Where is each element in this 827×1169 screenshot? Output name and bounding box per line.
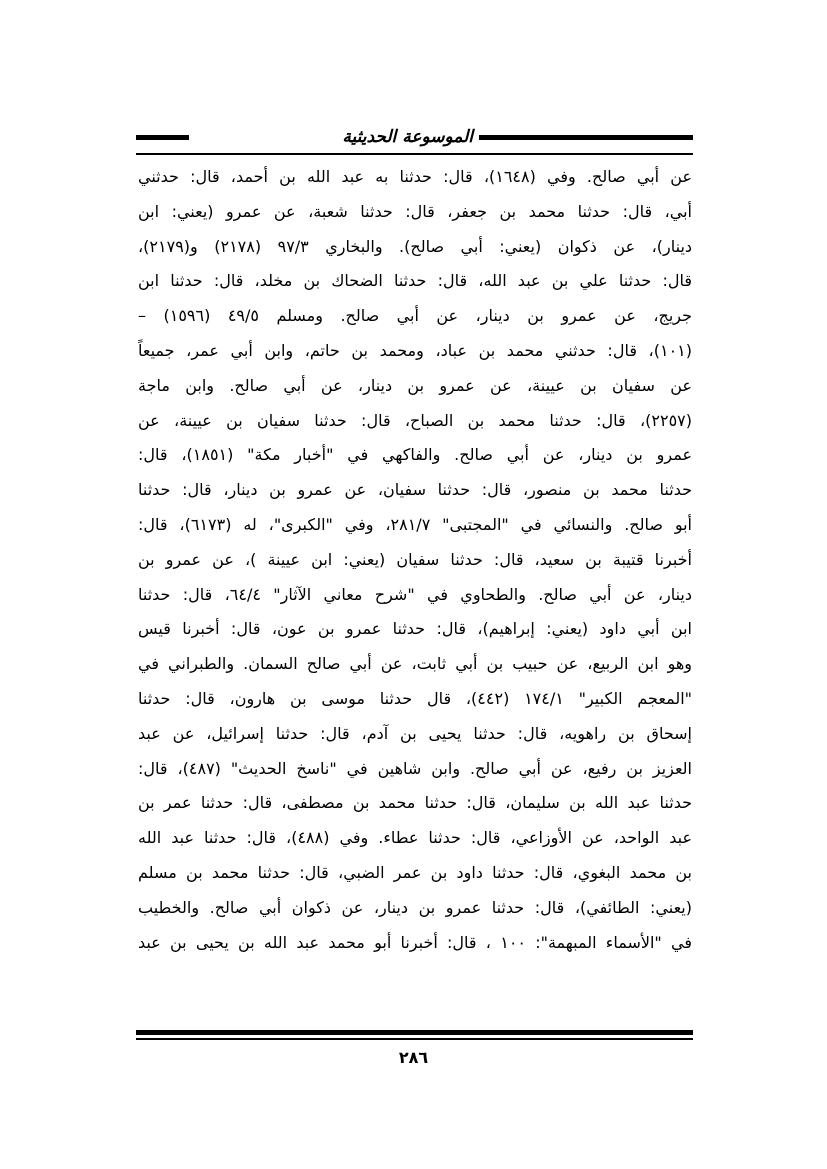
running-header (136, 123, 693, 157)
page-number: ٢٨٦ (398, 1048, 429, 1067)
text-line: دينار)، عن ذكوان (يعني: أبي صالح). والبخاري ٩٧/٣ (٢١٧٨) و(٢١٧٩)، (138, 236, 692, 256)
text-line: وهو ابن الربيع، عن حبيب بن أبي ثابت، عن أبي صالح السمان. والطبراني في (138, 654, 692, 674)
text-line: حدثنا عبد الله بن سليمان، قال: حدثنا محمد بن مصطفى، قال: حدثنا عمر بن (138, 793, 692, 813)
footer-rule-thin (136, 1038, 693, 1040)
header-title: الموسوعة الحديثية (342, 127, 473, 147)
text-line: أخبرنا قتيبة بن سعيد، قال: حدثنا سفيان (يعني: ابن عيينة )، عن عمرو بن (138, 549, 692, 569)
text-line: جريج، عن عمرو بن دينار، عن أبي صالح. ومسلم ٤٩/٥ (١٥٩٦) – (138, 306, 692, 326)
footer-rule-thick (136, 1030, 693, 1035)
header-rule-bottom (136, 153, 693, 155)
text-line: بن محمد البغوي، قال: حدثنا داود بن عمر الضبي، قال: حدثنا محمد بن مسلم (138, 862, 692, 882)
text-line: عن أبي صالح. وفي (١٦٤٨)، قال: حدثنا به عبد الله بن أحمد، قال: حدثني (138, 167, 692, 186)
text-line: حدثنا محمد بن منصور، قال: حدثنا سفيان، عن عمرو بن دينار، قال: حدثنا (138, 480, 692, 500)
text-line: إسحاق بن راهويه، قال: حدثنا يحيى بن آدم، قال: حدثنا إسرائيل، عن عبد (138, 723, 692, 743)
body-text (138, 160, 692, 960)
text-line: عمرو بن دينار، عن أبي صالح. والفاكهي في "أخبار مكة" (١٨٥١)، قال: (138, 445, 692, 465)
text-line: عبد الواحد، عن الأوزاعي، قال: حدثنا عطاء. وفي (٤٨٨)، قال: حدثنا عبد الله (138, 828, 692, 848)
header-rule-left (136, 135, 189, 140)
text-line: (يعني: الطائفي)، قال: حدثنا عمرو بن دينار، عن ذكوان أبي صالح. والخطيب (138, 897, 692, 917)
text-line: "المعجم الكبير" ١٧٤/١ (٤٤٢)، قال حدثنا موسى بن هارون، قال: حدثنا (138, 688, 692, 708)
text-line: أبي، قال: حدثنا محمد بن جعفر، قال: حدثنا شعبة، عن عمرو (يعني: ابن (138, 201, 692, 221)
text-line: (٢٢٥٧)، قال: حدثنا محمد بن الصباح، قال: حدثنا سفيان بن عيينة، عن (138, 410, 692, 430)
header-rule-right (479, 135, 693, 140)
text-line: (١٠١)، قال: حدثني محمد بن عباد، ومحمد بن حاتم، وابن أبي عمر، جميعاً (138, 340, 692, 360)
text-line: ابن أبي داود (يعني: إبراهيم)، قال: حدثنا عمرو بن عون، قال: أخبرنا قيس (138, 619, 692, 639)
text-line: قال: حدثنا علي بن عبد الله، قال: حدثنا الضحاك بن مخلد، قال: حدثنا ابن (138, 271, 692, 291)
text-line: عن سفيان بن عيينة، عن عمرو بن دينار، عن أبي صالح. وابن ماجة (138, 375, 692, 395)
text-line: العزيز بن رفيع، عن أبي صالح. وابن شاهين في "ناسخ الحديث" (٤٨٧)، قال: (138, 758, 692, 778)
text-line: في "الأسماء المبهمة": ١٠٠ ، قال: أخبرنا أبو محمد عبد الله بن يحيى بن عبد (138, 932, 692, 952)
text-line: أبو صالح. والنسائي في "المجتبى" ٢٨١/٧، وفي "الكبرى"، له (٦١٧٣)، قال: (138, 514, 692, 534)
text-line: دينار، عن أبي صالح. والطحاوي في "شرح معاني الآثار" ٦٤/٤، قال: حدثنا (138, 584, 692, 604)
